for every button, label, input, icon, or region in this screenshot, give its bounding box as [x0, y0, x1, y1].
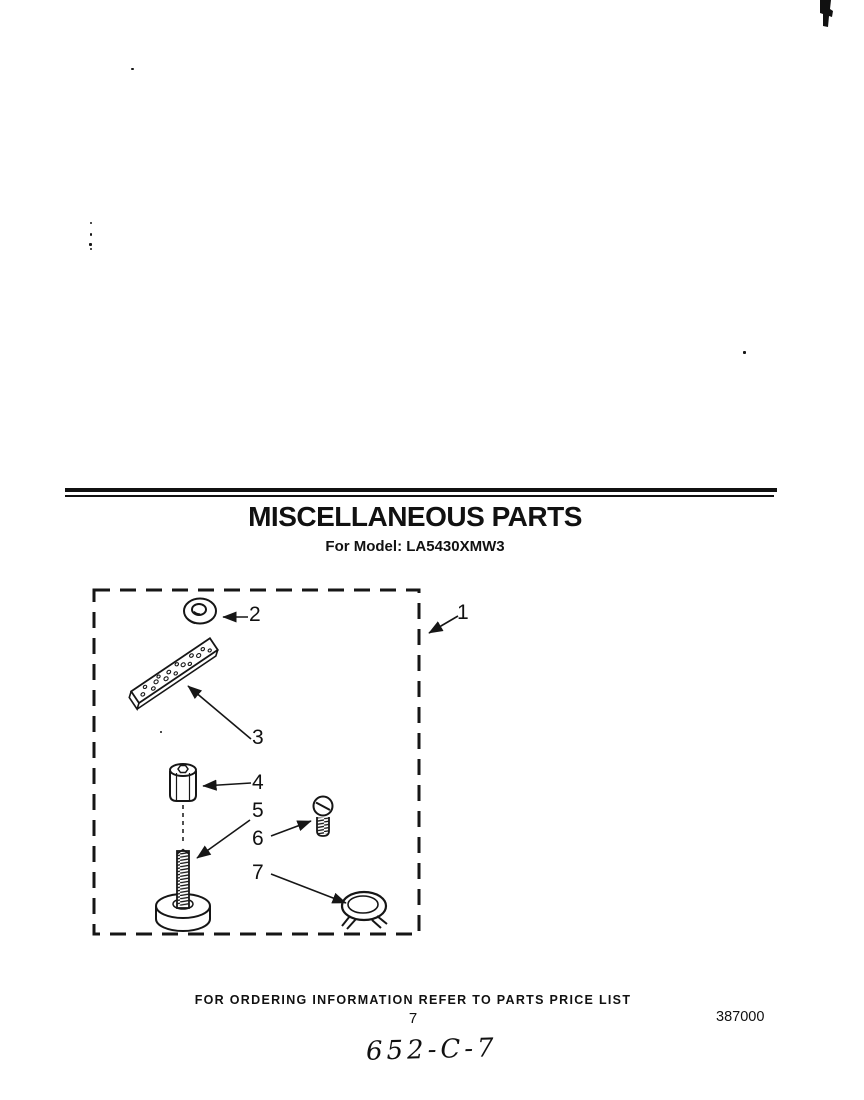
threaded-stud-part: [156, 850, 210, 932]
page-title: MISCELLANEOUS PARTS: [248, 501, 582, 532]
callout-1: 1: [457, 601, 469, 624]
callout-2: 2: [249, 603, 261, 626]
page-number: 7: [408, 1010, 418, 1027]
model-subtitle: For Model: LA5430XMW3: [325, 538, 505, 555]
screw-part: [314, 797, 333, 837]
washer-part: [184, 599, 216, 624]
handwritten-code: 652-C-7: [365, 1033, 499, 1067]
callout-7: 7: [252, 861, 264, 884]
hex-spacer-part: [170, 764, 196, 801]
callout-3: 3: [252, 726, 264, 749]
form-number: 387000: [716, 1009, 765, 1025]
perforated-strap-part: [127, 638, 220, 709]
wire-clamp-part: [342, 892, 387, 929]
callout-4: 4: [252, 771, 264, 794]
callout-6: 6: [252, 827, 264, 850]
ink-blob: [820, 0, 833, 27]
ordering-note: FOR ORDERING INFORMATION REFER TO PARTS PRICE LIST: [194, 993, 632, 1007]
callout-5: 5: [252, 799, 264, 822]
